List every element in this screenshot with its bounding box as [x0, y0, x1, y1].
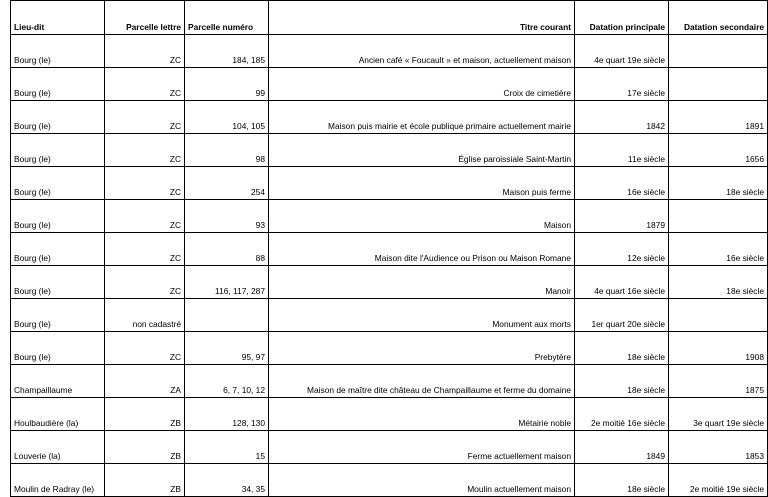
table-row: [11, 464, 768, 497]
parcelle-lettre-cell: ZB: [105, 398, 185, 431]
col-header-lieu-dit: Lieu-dit: [11, 1, 105, 35]
header-row: [11, 1, 768, 35]
datation-secondaire-cell: 1875: [669, 365, 768, 398]
parcelle-numero-cell: 184, 185: [185, 35, 269, 68]
datation-secondaire-cell: 2e moitié 19e siècle: [669, 464, 768, 497]
lieu-dit-cell: Bourg (le): [11, 200, 105, 233]
parcelle-numero-cell: 128, 130: [185, 398, 269, 431]
datation-principale-cell: 12e siècle: [575, 233, 669, 266]
datation-principale-cell: 1842: [575, 101, 669, 134]
parcelle-lettre-cell: ZC: [105, 167, 185, 200]
datation-secondaire-cell: 18e siècle: [669, 167, 768, 200]
datation-principale-cell: 1879: [575, 200, 669, 233]
monuments-table: [10, 0, 768, 497]
col-header-titre-courant: Titre courant: [269, 1, 575, 35]
parcelle-lettre-cell: ZB: [105, 431, 185, 464]
parcelle-lettre-cell: non cadastré: [105, 299, 185, 332]
datation-principale-cell: 18e siècle: [575, 332, 669, 365]
parcelle-numero-cell: 254: [185, 167, 269, 200]
lieu-dit-cell: Houlbaudière (la): [11, 398, 105, 431]
parcelle-numero-cell: 93: [185, 200, 269, 233]
parcelle-lettre-cell: ZC: [105, 266, 185, 299]
datation-secondaire-cell: 3e quart 19e siècle: [669, 398, 768, 431]
datation-principale-cell: 18e siècle: [575, 464, 669, 497]
table-row: [11, 365, 768, 398]
datation-secondaire-cell: 1891: [669, 101, 768, 134]
datation-secondaire-cell: 16e siècle: [669, 233, 768, 266]
parcelle-lettre-cell: ZC: [105, 200, 185, 233]
lieu-dit-cell: Bourg (le): [11, 134, 105, 167]
titre-courant-cell: Ancien café « Foucault » et maison, actuellement maison: [269, 35, 575, 68]
titre-courant-cell: Monument aux morts: [269, 299, 575, 332]
table-body: [11, 35, 768, 497]
titre-courant-cell: Métairie noble: [269, 398, 575, 431]
datation-secondaire-cell: [669, 68, 768, 101]
parcelle-lettre-cell: ZC: [105, 35, 185, 68]
datation-principale-cell: 4e quart 19e siècle: [575, 35, 669, 68]
titre-courant-cell: Maison dite l'Audience ou Prison ou Maison Romane: [269, 233, 575, 266]
lieu-dit-cell: Bourg (le): [11, 266, 105, 299]
parcelle-numero-cell: 34, 35: [185, 464, 269, 497]
titre-courant-cell: Ferme actuellement maison: [269, 431, 575, 464]
parcelle-numero-cell: 88: [185, 233, 269, 266]
datation-secondaire-cell: [669, 200, 768, 233]
lieu-dit-cell: Champaillaume: [11, 365, 105, 398]
table-row: [11, 167, 768, 200]
table-row: [11, 431, 768, 464]
titre-courant-cell: Maison puis ferme: [269, 167, 575, 200]
datation-principale-cell: 17e siècle: [575, 68, 669, 101]
datation-secondaire-cell: 18e siècle: [669, 266, 768, 299]
parcelle-lettre-cell: ZC: [105, 68, 185, 101]
parcelle-numero-cell: [185, 299, 269, 332]
datation-secondaire-cell: 1656: [669, 134, 768, 167]
lieu-dit-cell: Bourg (le): [11, 35, 105, 68]
parcelle-numero-cell: 95, 97: [185, 332, 269, 365]
table-row: [11, 299, 768, 332]
lieu-dit-cell: Bourg (le): [11, 233, 105, 266]
titre-courant-cell: Maison puis mairie et école publique primaire actuellement mairie: [269, 101, 575, 134]
datation-principale-cell: 18e siècle: [575, 365, 669, 398]
datation-secondaire-cell: [669, 35, 768, 68]
datation-principale-cell: 11e siècle: [575, 134, 669, 167]
parcelle-lettre-cell: ZC: [105, 101, 185, 134]
lieu-dit-cell: Bourg (le): [11, 332, 105, 365]
lieu-dit-cell: Moulin de Radray (le): [11, 464, 105, 497]
lieu-dit-cell: Bourg (le): [11, 167, 105, 200]
datation-principale-cell: 4e quart 16e siècle: [575, 266, 669, 299]
col-header-datation-principale: Datation principale: [575, 1, 669, 35]
datation-secondaire-cell: 1908: [669, 332, 768, 365]
parcelle-numero-cell: 104, 105: [185, 101, 269, 134]
datation-principale-cell: 1849: [575, 431, 669, 464]
parcelle-lettre-cell: ZB: [105, 464, 185, 497]
parcelle-lettre-cell: ZC: [105, 233, 185, 266]
titre-courant-cell: Manoir: [269, 266, 575, 299]
lieu-dit-cell: Bourg (le): [11, 299, 105, 332]
table-row: [11, 101, 768, 134]
parcelle-numero-cell: 116, 117, 287: [185, 266, 269, 299]
titre-courant-cell: Prebytère: [269, 332, 575, 365]
parcelle-lettre-cell: ZC: [105, 134, 185, 167]
table-row: [11, 266, 768, 299]
table-row: [11, 134, 768, 167]
datation-secondaire-cell: 1853: [669, 431, 768, 464]
table-row: [11, 332, 768, 365]
titre-courant-cell: Maison de maître dite château de Champaillaume et ferme du domaine: [269, 365, 575, 398]
datation-secondaire-cell: [669, 299, 768, 332]
parcelle-numero-cell: 98: [185, 134, 269, 167]
parcelle-lettre-cell: ZA: [105, 365, 185, 398]
parcelle-lettre-cell: ZC: [105, 332, 185, 365]
col-header-parcelle-numero: Parcelle numéro: [185, 1, 269, 35]
table-header: [11, 1, 768, 35]
parcelle-numero-cell: 15: [185, 431, 269, 464]
parcelle-numero-cell: 99: [185, 68, 269, 101]
table-row: [11, 233, 768, 266]
datation-principale-cell: 2e moitié 16e siècle: [575, 398, 669, 431]
table-row: [11, 398, 768, 431]
table-row: [11, 200, 768, 233]
titre-courant-cell: Maison: [269, 200, 575, 233]
col-header-parcelle-lettre: Parcelle lettre: [105, 1, 185, 35]
datation-principale-cell: 1er quart 20e siècle: [575, 299, 669, 332]
lieu-dit-cell: Bourg (le): [11, 68, 105, 101]
table-row: [11, 35, 768, 68]
lieu-dit-cell: Louverie (la): [11, 431, 105, 464]
datation-principale-cell: 16e siècle: [575, 167, 669, 200]
titre-courant-cell: Église paroissiale Saint-Martin: [269, 134, 575, 167]
lieu-dit-cell: Bourg (le): [11, 101, 105, 134]
col-header-datation-secondaire: Datation secondaire: [669, 1, 768, 35]
titre-courant-cell: Croix de cimetière: [269, 68, 575, 101]
titre-courant-cell: Moulin actuellement maison: [269, 464, 575, 497]
parcelle-numero-cell: 6, 7, 10, 12: [185, 365, 269, 398]
table-row: [11, 68, 768, 101]
